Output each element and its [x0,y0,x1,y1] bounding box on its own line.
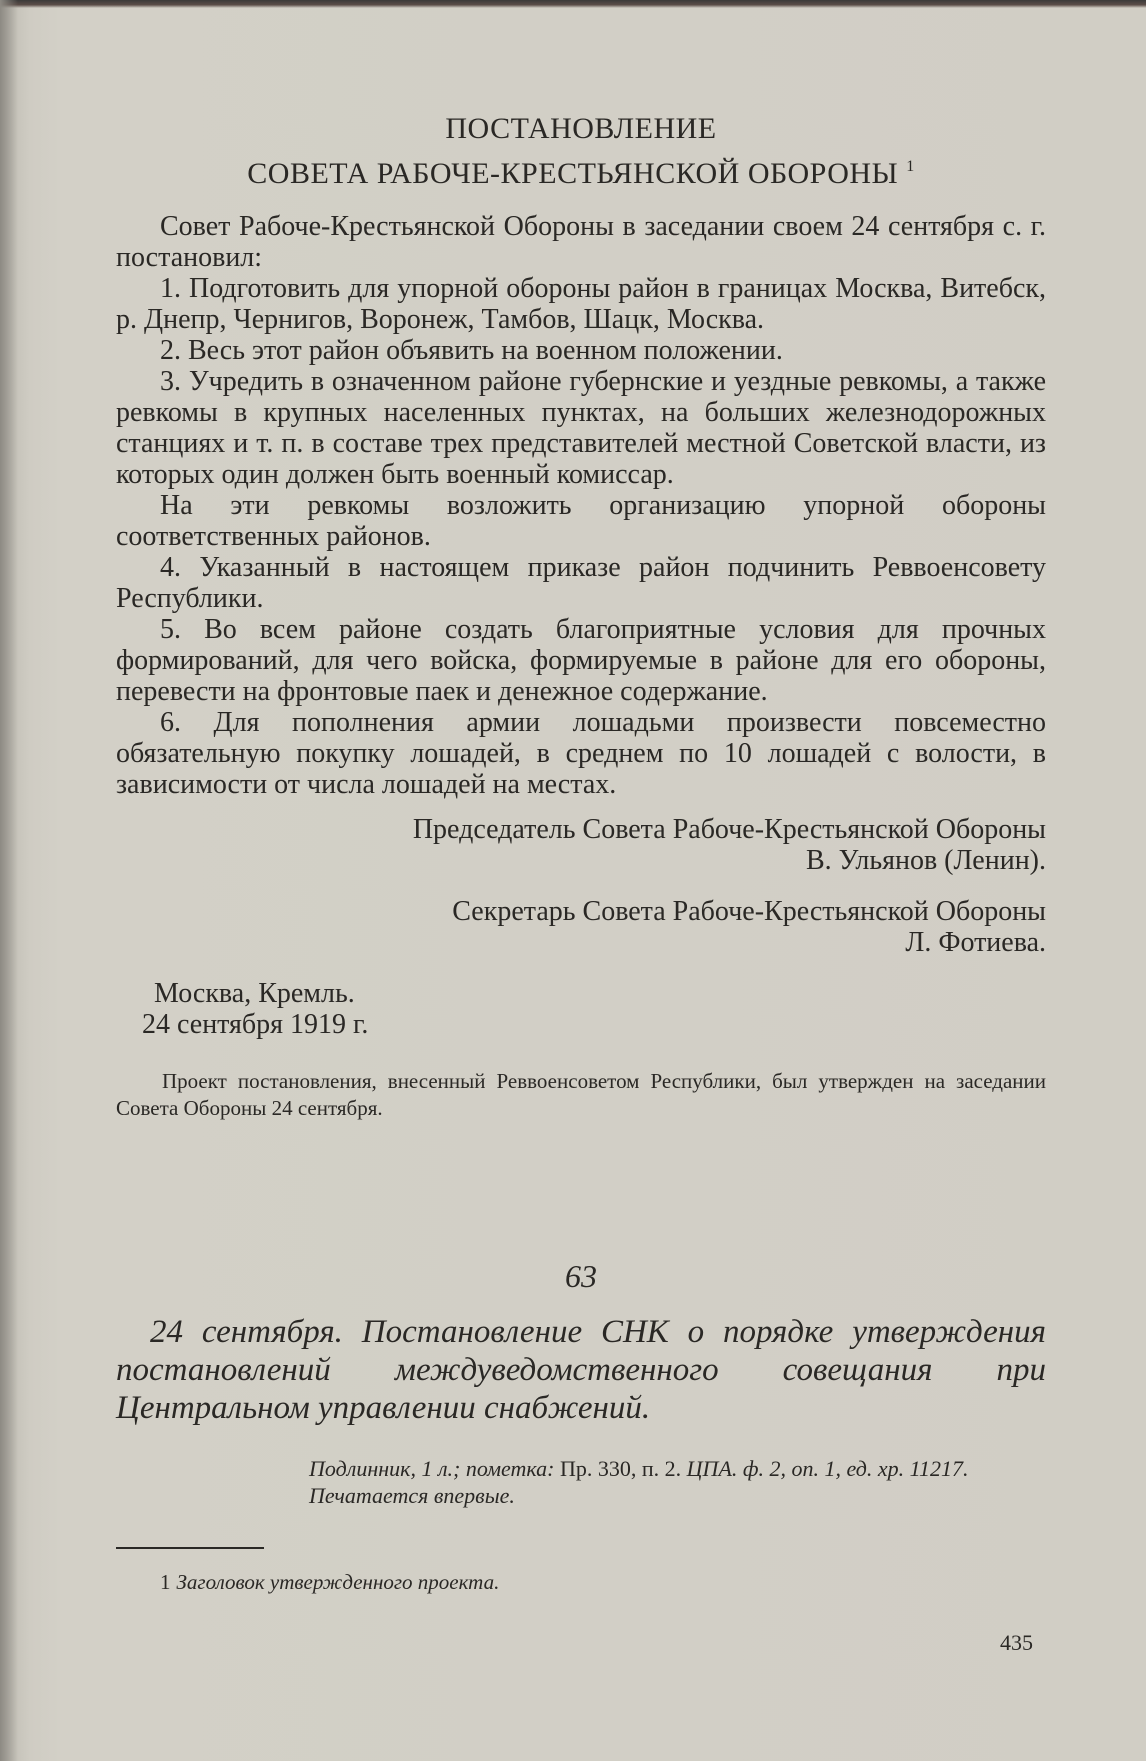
paragraph-intro: Совет Рабоче-Крестьянской Обороны в заседании своем 24 сентября с. г. постановил: [116,211,1046,273]
page-content [116,110,1046,1595]
footnote-mark: 1 [160,1570,171,1594]
date: 24 сентября 1919 г. [142,1009,369,1040]
paragraph-item-1: 1. Подготовить для упорной обороны район в границах Москва, Витебск, р. Днепр, Чернигов, Воронеж, Тамбов, Шацк, Москва. [116,273,1046,335]
footnote-text: Заголовок утвержденного проекта. [176,1570,500,1594]
source-line [261,1455,1046,1482]
secretary-signature [116,896,1046,958]
source-printed: Печатается впервые. [309,1483,515,1508]
paragraph-item-2: 2. Весь этот район объявить на военном положении. [160,335,783,366]
section-number: 63 [565,1258,597,1294]
footnote [116,1569,1046,1595]
title-line-1: ПОСТАНОВЛЕНИЕ [445,112,717,145]
resolution-body [116,211,1046,800]
page-number: 435 [1000,1630,1033,1655]
paragraph-item-4: 4. Указанный в настоящем приказе район подчинить Реввоенсовету Республики. [116,552,1046,614]
paragraph-item-3-cont: На эти ревкомы возложить организацию упорной обороны соответственных районов. [116,490,1046,552]
place: Москва, Кремль. [154,978,355,1009]
secretary-name: Л. Фотиева. [905,927,1046,958]
title-line-2 [116,148,1046,193]
chair-signature [116,814,1046,876]
footnote-divider [116,1547,264,1549]
title-footnote-mark: 1 [906,158,915,175]
section-heading: 24 сентября. Постановление СНК о порядке утверждения постановлений междуведомственного совещания при Центральном управлении снабжений. [116,1314,1046,1426]
chair-name: В. Ульянов (Ленин). [806,845,1046,876]
paragraph-item-5: 5. Во всем районе создать благоприятные условия для прочных формирований, для чего войска, формируемые в районе для его обороны, перевести на фронтовые паек и денежное содержание. [116,614,1046,707]
paragraph-item-6: 6. Для пополнения армии лошадьми произвести повсеместно обязательную покупку лошадей, в среднем по 10 лошадей с волости, в зависимости от числа лошадей на местах. [116,707,1046,800]
source-part-1: Подлинник, 1 л.; пометка: [309,1456,555,1481]
title-line-2-text: СОВЕТА РАБОЧЕ-КРЕСТЬЯНСКОЙ ОБОРОНЫ [247,157,899,190]
place-and-date [116,978,1046,1040]
chair-title: Председатель Совета Рабоче-Крестьянской Обороны [412,814,1046,845]
paragraph-item-3: 3. Учредить в означенном районе губернские и уездные ревкомы, а также ревкомы в крупных населенных пунктах, на больших железнодорожных станциях и т. п. в составе трех представителей местной Советской власти, из которых один должен быть военный комиссар. [116,366,1046,490]
source-part-3: ЦПА. ф. 2, оп. 1, ед. хр. 11217. [686,1456,969,1481]
document-title [116,110,1046,193]
secretary-title: Секретарь Совета Рабоче-Крестьянской Обороны [452,896,1046,927]
editorial-note: Проект постановления, внесенный Реввоенсоветом Республики, был утвержден на заседании Совета Обороны 24 сентября. [116,1069,1046,1120]
source-info [116,1455,1046,1509]
source-part-2: Пр. 330, п. 2. [560,1456,682,1481]
